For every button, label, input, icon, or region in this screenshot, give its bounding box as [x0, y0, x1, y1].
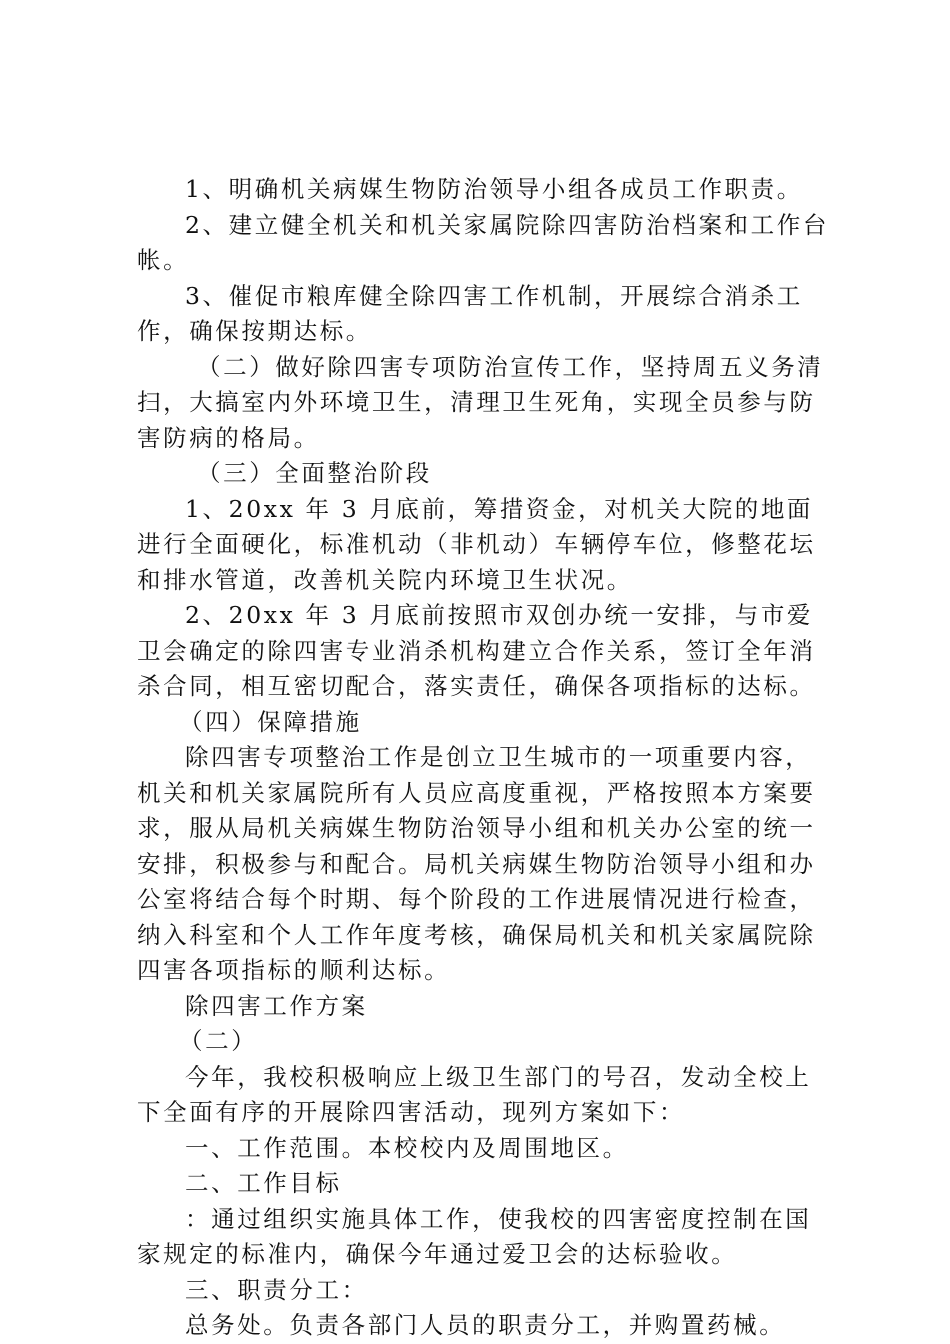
plan-title: 除四害工作方案	[185, 991, 368, 1020]
plan-subtitle: （二）	[179, 1027, 258, 1055]
work-goal-paragraph: ：通过组织实施具体工作，使我校的四害密度控制在国家规定的标准内，确保今年通过爱卫会的达标验收。	[137, 1204, 812, 1268]
plan-intro-paragraph: 今年，我校积极响应上级卫生部门的号召，发动全校上下全面有序的开展除四害活动，现列方案如下：	[137, 1062, 812, 1126]
paragraph-item-2: 2、建立健全机关和机关家属院除四害防治档案和工作台帐。	[137, 210, 829, 274]
work-goal-heading: 二、工作目标	[185, 1169, 342, 1197]
duties-heading: 三、职责分工：	[185, 1275, 368, 1304]
document-body	[137, 172, 837, 1344]
section-three-heading: （三）全面整治阶段	[197, 459, 432, 487]
paragraph-item-3-2: 2、20xx 年 3 月底前按照市双创办统一安排，与市爱卫会确定的除四害专业消杀机构建立合作关系，签订全年消杀合同，相互密切配合，落实责任，确保各项指标的达标。	[137, 601, 816, 700]
paragraph-item-3-1: 1、20xx 年 3 月底前，筹措资金，对机关大院的地面进行全面硬化，标准机动（非机动）车辆停车位，修整花坛和排水管道，改善机关院内环境卫生状况。	[137, 494, 816, 594]
paragraph-item-3: 3、催促市粮库健全除四害工作机制，开展综合消杀工作，确保按期达标。	[137, 281, 803, 345]
section-four-heading: （四）保障措施	[179, 707, 362, 736]
section-four-paragraph: 除四害专项整治工作是创立卫生城市的一项重要内容，机关和机关家属院所有人员应高度重视，严格按照本方案要求，服从局机关病媒生物防治领导小组和机关办公室的统一安排，积极参与和配合。局机关病媒生物防治领导小组和办公室将结合每个时期、每个阶段的工作进展情况进行检查，纳入科室和个人工作年度考核，确保局机关和机关家属院除四害各项指标的顺利达标。	[137, 743, 816, 984]
duties-paragraph: 总务处。负责各部门人员的职责分工，并购置药械。	[185, 1311, 786, 1339]
work-scope-line: 一、工作范围。本校校内及周围地区。	[185, 1133, 629, 1162]
paragraph-item-1: 1、明确机关病媒生物防治领导小组各成员工作职责。	[185, 175, 803, 203]
section-two-paragraph: （二）做好除四害专项防治宣传工作，坚持周五义务清扫，大搞室内外环境卫生，清理卫生死角，实现全员参与防害防病的格局。	[137, 352, 824, 452]
